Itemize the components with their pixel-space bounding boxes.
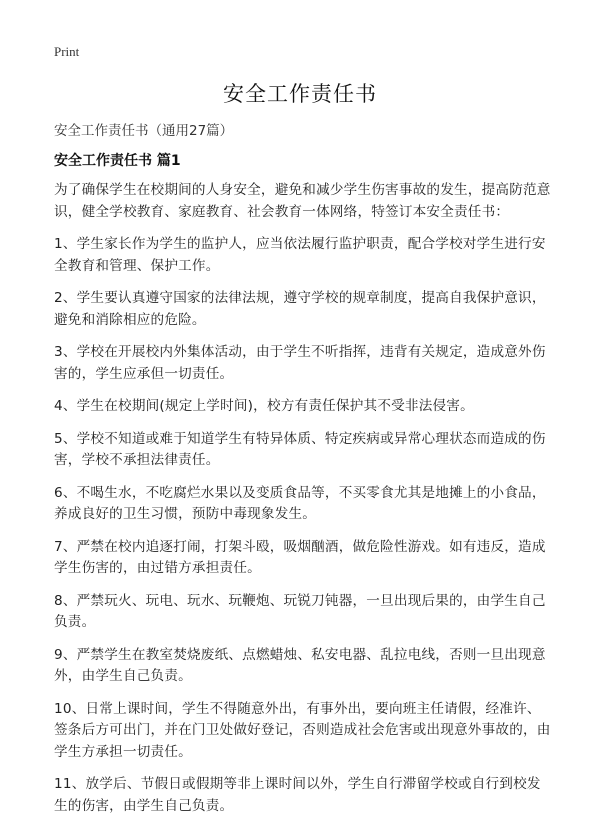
clause-10: 10、日常上课时间，学生不得随意外出，有事外出，要向班主任请假，经准许、签条后方可出门，并在门卫处做好登记，否则造成社会危害或出现意外事故的，由学生方承担一切责任。 (54, 700, 551, 760)
clause-1: 1、学生家长作为学生的监护人，应当依法履行监护职责，配合学校对学生进行安全教育和管理、保护工作。 (54, 236, 546, 274)
clause-9: 9、严禁学生在教室焚烧废纸、点燃蜡烛、私安电器、乱拉电线，否则一旦出现意外，由学生自己负责。 (54, 646, 546, 684)
document-title: 安全工作责任书 (223, 82, 377, 106)
print-link[interactable]: Print (54, 44, 80, 59)
clause-5: 5、学校不知道或难于知道学生有特异体质、特定疾病或异常心理状态而造成的伤害，学校不承担法律责任。 (54, 430, 546, 468)
clause-3: 3、学校在开展校内外集体活动，由于学生不听指挥，违背有关规定，造成意外伤害的，学生应承但一切责任。 (54, 344, 546, 382)
section-heading: 安全工作责任书 篇1 (54, 153, 181, 169)
clause-2: 2、学生要认真遵守国家的法律法规，遵守学校的规章制度，提高自我保护意识，避免和消除相应的危险。 (54, 290, 546, 328)
document-body (54, 180, 554, 828)
intro-paragraph: 为了确保学生在校期间的人身安全，避免和减少学生伤害事故的发生，提高防范意识，健全学校教育、家庭教育、社会教育一体网络，特签订本安全责任书： (54, 182, 551, 220)
clause-7: 7、严禁在校内追逐打闹，打架斗殴，吸烟酗酒，做危险性游戏。如有违反，造成学生伤害的，由过错方承担责任。 (54, 538, 546, 576)
clause-11: 11、放学后、节假日或假期等非上课时间以外，学生自行滞留学校或自行到校发生的伤害，由学生自己负责。 (54, 776, 541, 814)
clause-4: 4、学生在校期间(规定上学时间)，校方有责任保护其不受非法侵害。 (54, 398, 474, 414)
clause-8: 8、严禁玩火、玩电、玩水、玩鞭炮、玩锐刀钝器，一旦出现后果的，由学生自己负责。 (54, 592, 546, 630)
clause-6: 6、不喝生水，不吃腐烂水果以及变质食品等，不买零食尤其是地摊上的小食品，养成良好的卫生习惯，预防中毒现象发生。 (54, 484, 546, 522)
document-subtitle: 安全工作责任书（通用27篇） (54, 123, 234, 139)
